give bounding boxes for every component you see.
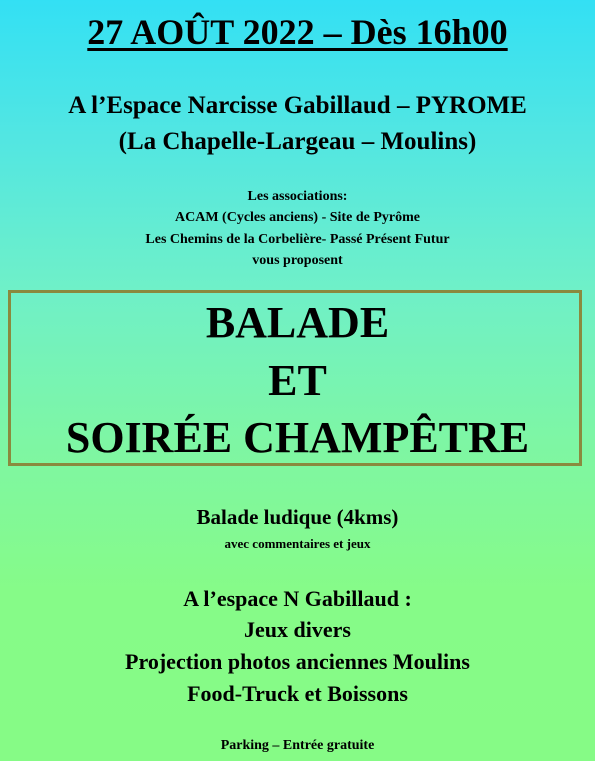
program-item-food-truck: Food-Truck et Boissons	[187, 681, 408, 706]
association-acam: ACAM (Cycles anciens) - Site de Pyrôme	[175, 210, 420, 225]
headline-soiree-champetre: SOIRÉE CHAMPÊTRE	[65, 413, 530, 462]
associations-outro: vous proposent	[252, 253, 343, 268]
venue-line-2: (La Chapelle-Largeau – Moulins)	[118, 128, 477, 155]
walk-subtitle: avec commentaires et jeux	[224, 536, 371, 551]
event-date-title	[0, 10, 595, 54]
walk-title: Balade ludique (4kms)	[196, 505, 399, 529]
headline-et: ET	[268, 356, 327, 405]
associations-intro: Les associations:	[247, 189, 348, 204]
program-item-projection: Projection photos anciennes Moulins	[125, 649, 470, 674]
program-item-jeux: Jeux divers	[244, 617, 351, 642]
program-title: A l’espace N Gabillaud :	[183, 586, 412, 611]
association-chemins-corbeliere: Les Chemins de la Corbelière- Passé Présent Futur	[145, 232, 450, 247]
venue-line-1: A l’Espace Narcisse Gabillaud – PYROME	[68, 92, 527, 119]
event-date-text: 27 AOÛT 2022 – Dès 16h00	[87, 12, 508, 52]
parking-info: Parking – Entrée gratuite	[220, 738, 375, 753]
headline-balade: BALADE	[205, 298, 390, 347]
